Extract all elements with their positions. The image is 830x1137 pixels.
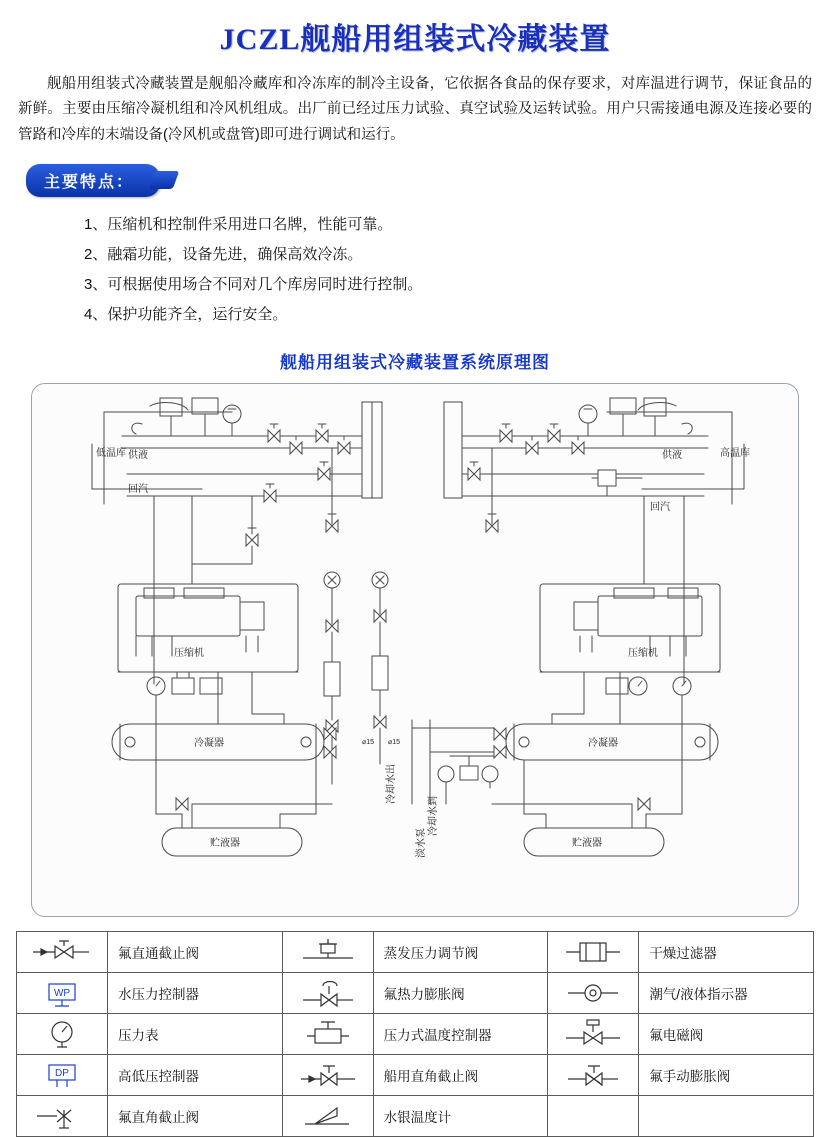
- banner-tail-shape: [149, 171, 180, 189]
- thermal-expansion-valve-icon: [282, 973, 373, 1014]
- svg-text:⌀15: ⌀15: [388, 739, 401, 747]
- features-banner-label: 主要特点：: [26, 164, 160, 197]
- legend-label: 压力表: [108, 1014, 283, 1055]
- table-row: [17, 973, 814, 1014]
- legend-label: 氟手动膨胀阀: [639, 1055, 814, 1096]
- legend-label: 水银温度计: [373, 1096, 548, 1137]
- list-item: 1、压缩机和控制件采用进口名牌，性能可靠。: [84, 216, 393, 234]
- marine-right-angle-stop-valve-icon: [282, 1055, 373, 1096]
- mercury-thermometer-icon: [282, 1096, 373, 1137]
- high-low-pressure-controller-icon: [17, 1055, 108, 1096]
- legend-label: 氟直角截止阀: [108, 1096, 283, 1137]
- diagram-title: 舰船用组装式冷藏装置系统原理图: [280, 353, 550, 373]
- angle-stop-valve-icon: [17, 932, 108, 973]
- legend-label: 干燥过滤器: [639, 932, 814, 973]
- list-item: 2、融霜功能，设备先进，确保高效冷冻。: [84, 246, 363, 264]
- intro-paragraph: 舰船用组装式冷藏装置是舰船冷藏库和冷冻库的制冷主设备，它依据各食品的保存要求，对库温进行调节，保证食品的新鲜。主要由压缩冷凝机组和冷风机组成。出厂前已经过压力试验、真空试验及运转试验。用户只需接通电源及连接必要的管路和冷库的末端设备(冷风机或盘管)即可进行调试和运行。: [18, 76, 812, 143]
- condenser-left-label: 冷凝器: [194, 738, 224, 750]
- legend-label: 压力式温度控制器: [373, 1014, 548, 1055]
- table-row: [17, 932, 814, 973]
- table-row: [17, 1096, 814, 1137]
- solenoid-valve-icon: [548, 1014, 639, 1055]
- diagram-label-high-temp-room: 高温库: [720, 448, 750, 460]
- water-pressure-controller-icon: [17, 973, 108, 1014]
- pressure-type-thermostat-icon: [282, 1014, 373, 1055]
- schematic-svg: [32, 384, 798, 916]
- legend-label: 氟电磁阀: [639, 1014, 814, 1055]
- empty-icon: [548, 1096, 639, 1137]
- moisture-liquid-indicator-icon: [548, 973, 639, 1014]
- legend-label: 氟热力膨胀阀: [373, 973, 548, 1014]
- legend-label: 水压力控制器: [108, 973, 283, 1014]
- compressor-left-label: 压缩机: [174, 648, 204, 660]
- receiver-left-label: 贮液器: [210, 838, 240, 850]
- filter-drier-icon: [548, 932, 639, 973]
- table-row: [17, 1055, 814, 1096]
- features-banner: [26, 164, 830, 196]
- svg-text:WP: WP: [53, 988, 71, 1000]
- condenser-right-label: 冷凝器: [588, 738, 618, 750]
- compressor-right-label: 压缩机: [628, 648, 658, 660]
- diagram-label-fresh-water-pump: 淡水泵: [416, 828, 427, 859]
- svg-text:⌀15: ⌀15: [362, 739, 375, 747]
- table-row: [17, 1014, 814, 1055]
- features-list: [44, 210, 830, 330]
- fluorine-angle-stop-valve-icon: [17, 1096, 108, 1137]
- legend-label: 氟直通截止阀: [108, 932, 283, 973]
- page-title: JCZL舰船用组装式冷藏装置: [219, 23, 611, 56]
- legend-label: 船用直角截止阀: [373, 1055, 548, 1096]
- receiver-right-label: 贮液器: [572, 838, 602, 850]
- list-item: 3、可根据使用场合不同对几个库房同时进行控制。: [84, 276, 423, 294]
- diagram-label-liquid-supply-right: 供液: [662, 450, 682, 462]
- diagram-label-liquid-supply-left: 供液: [128, 450, 148, 462]
- diagram-label-cooling-water-out: 冷却水出: [386, 764, 397, 805]
- legend-label: [639, 1096, 814, 1137]
- legend-label: 潮气/液体指示器: [639, 973, 814, 1014]
- legend-label: 蒸发压力调节阀: [373, 932, 548, 973]
- diagram-label-cooling-water-in: 冷却水到: [428, 796, 439, 837]
- diagram-label-return-gas-left: 回汽: [128, 484, 148, 496]
- manual-expansion-valve-icon: [548, 1055, 639, 1096]
- evap-pressure-regulator-icon: [282, 932, 373, 973]
- diagram-label-low-temp-room: 低温库: [96, 448, 126, 460]
- list-item: 4、保护功能齐全，运行安全。: [84, 306, 288, 324]
- diagram-label-return-gas-right: 回汽: [650, 502, 670, 514]
- pressure-gauge-icon: [17, 1014, 108, 1055]
- svg-text:DP: DP: [55, 1068, 69, 1080]
- legend-table: [16, 931, 814, 1137]
- legend-label: 高低压控制器: [108, 1055, 283, 1096]
- system-schematic-diagram: [31, 383, 799, 917]
